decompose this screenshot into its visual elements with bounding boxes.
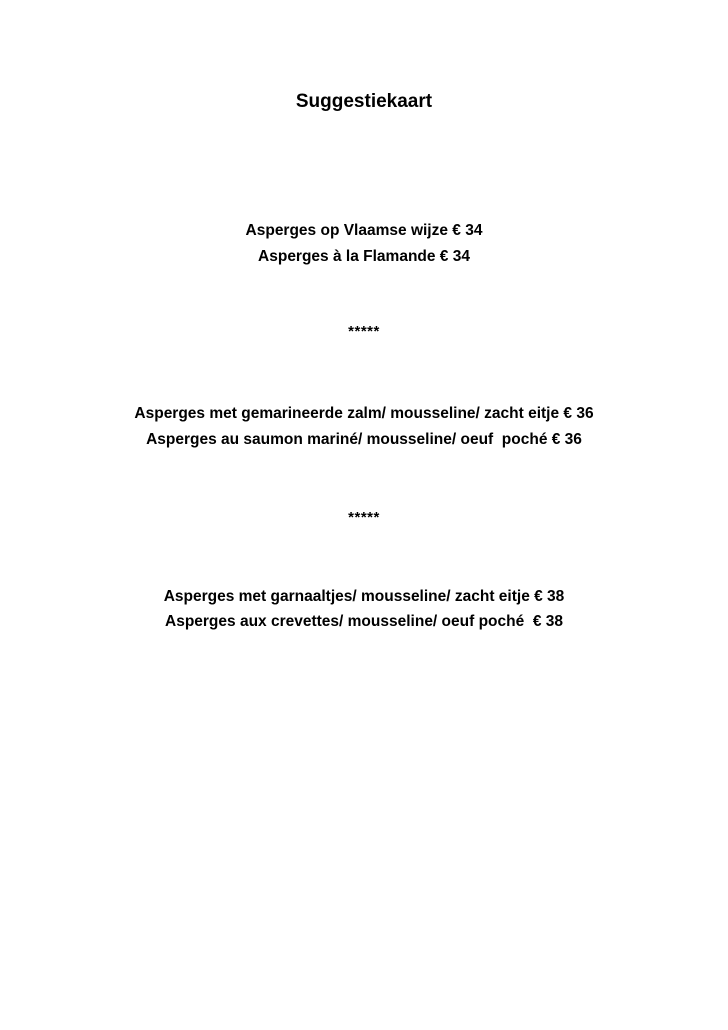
section-separator: *****	[348, 509, 380, 526]
menu-item-line: Asperges à la Flamande € 34	[258, 248, 470, 265]
section-separator: *****	[348, 323, 380, 340]
menu-item-line: Asperges au saumon mariné/ mousseline/ oeuf poché € 36	[146, 431, 582, 448]
page-title: Suggestiekaart	[295, 91, 433, 112]
menu-item-line: Asperges op Vlaamse wijze € 34	[245, 222, 483, 239]
menu-item-line: Asperges met garnaaltjes/ mousseline/ zacht eitje € 38	[163, 588, 565, 605]
menu-item-line: Asperges met gemarineerde zalm/ mousseline/ zacht eitje € 36	[134, 405, 594, 422]
menu-item-line: Asperges aux crevettes/ mousseline/ oeuf poché € 38	[165, 613, 563, 630]
